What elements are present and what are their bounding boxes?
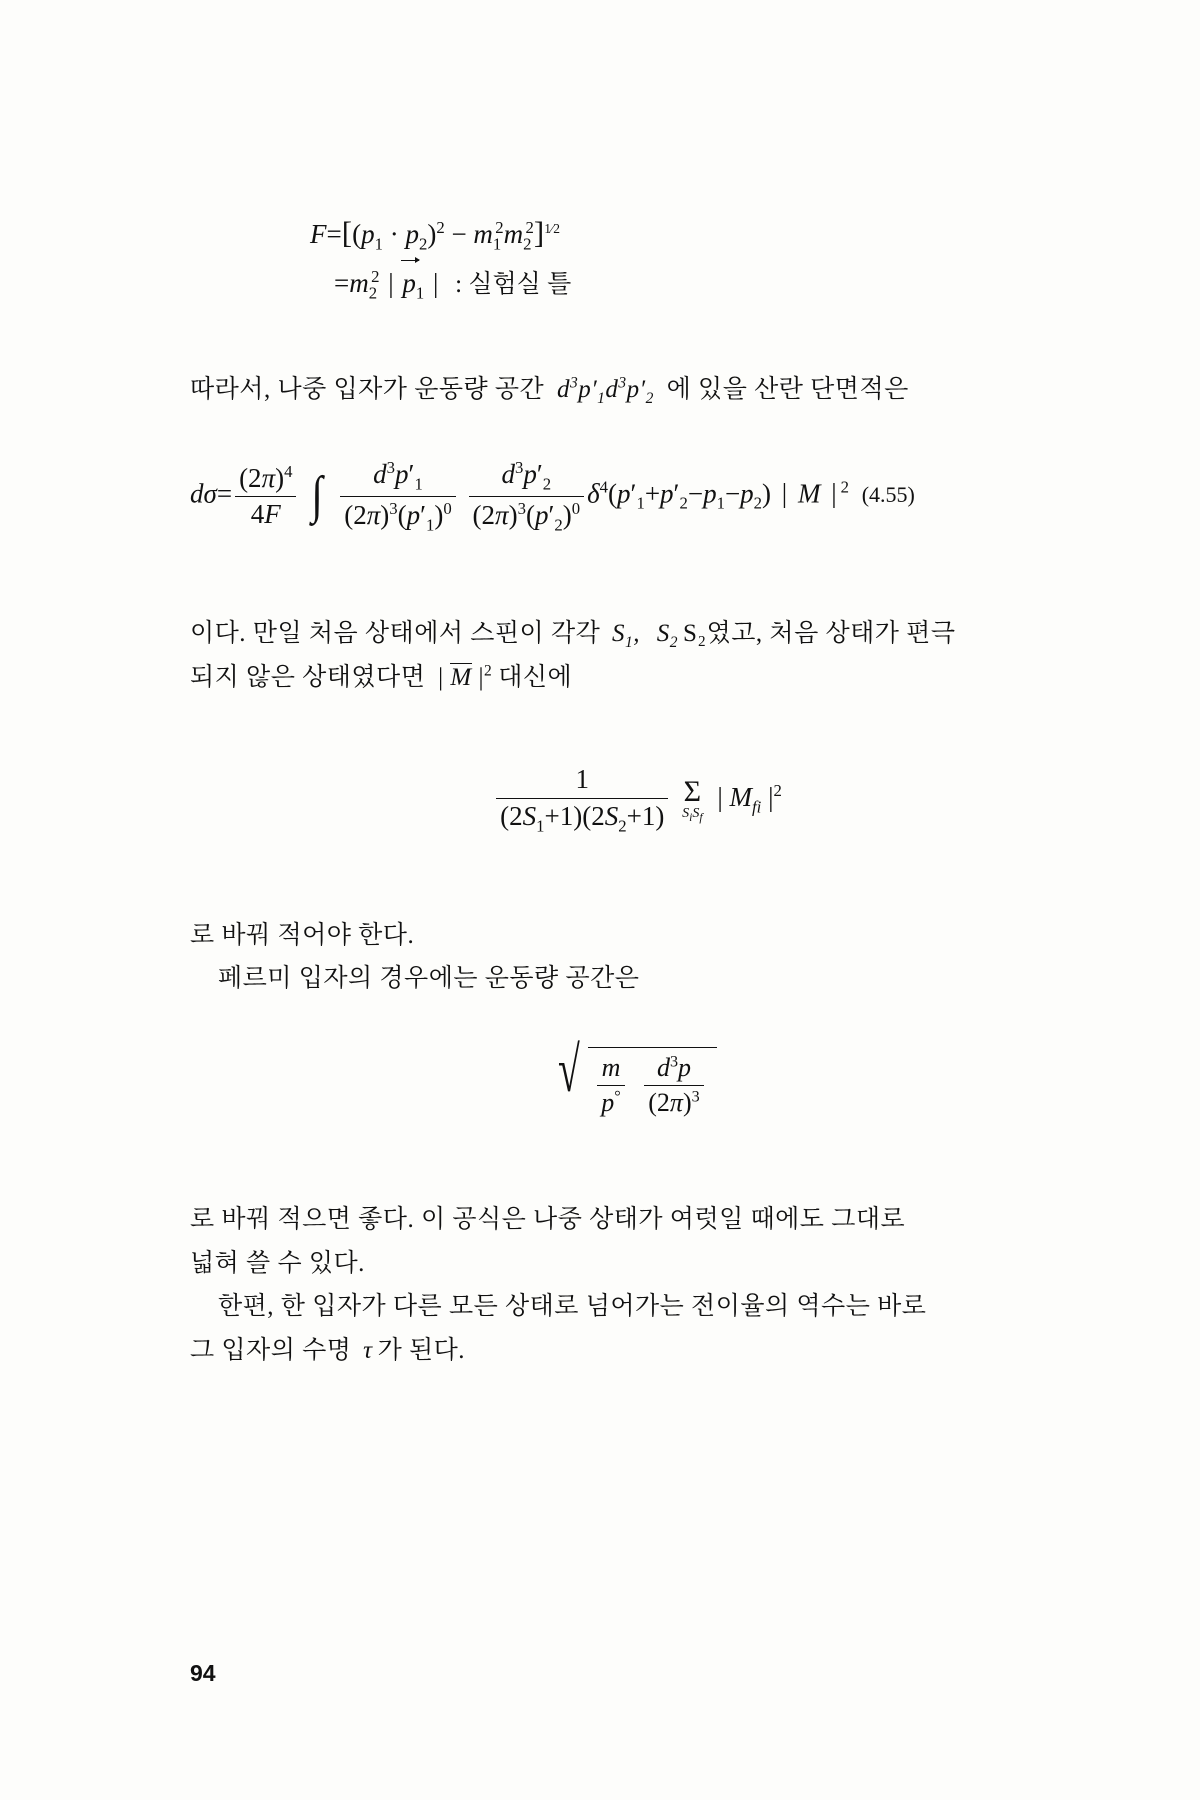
paragraph-fermion-phase-space: 페르미 입자의 경우에는 운동량 공간은 [218,965,640,993]
p5-line1: 로 바꿔 적으면 좋다. 이 공식은 나중 상태가 여럿일 때에도 그대로 [190,1205,906,1233]
paragraph-generalization [190,1198,1085,1286]
equation-fermion-measure [190,1034,1085,1120]
measure-fraction-2: $\frac{d^3p'_2}{(2\pi)^3(p'_2)^0}$ [469,458,585,534]
equation-cross-section: dσ= $\frac{(2\pi)^4}{4F}$ ∫ $\frac{d^3p'_1}{(2\pi)^3(p'_1)^0}$ $\frac{d^3p'_2}{(2\pi)^3(p'_2)^0}$ $\delta^4(p'_1+p'_2-p_1-p_2)$ | M | $^2$ (4.55) [190,457,915,534]
paragraph-lifetime [190,1285,1085,1373]
page-number: 94 [190,1660,216,1686]
p1-post: 에 있을 산란 단면적은 [666,375,909,403]
spin-average-fraction: $\frac{1}{(2S_1+1)(2S_2+1)}$ [496,764,668,836]
fermion-fraction-1: $\frac{m}{p^\circ}$ [597,1053,624,1118]
equation-flux-line-1: $F=[(p_1 \cdot p_2)^2 - m_1^2m_2^2]^{1⁄2}$ [310,215,561,254]
sqrt-icon: √ [558,1034,581,1106]
integral-symbol: ∫ [311,467,324,525]
equation-flux-factor [310,215,1085,304]
equation-flux-line-2: $=m_2^2$ | $p_1$ | : 실험실 틀 [334,267,572,303]
p5-line2: 넓혀 쓸 수 있다. [190,1249,365,1277]
summation-symbol: Σ $S_iS_f$ [682,774,703,824]
p6-line2-a: 그 입자의 수명 [190,1337,352,1365]
p2-line1-c: S₂였고, 처음 상태가 편극 [683,620,956,648]
equation-spin-average: $\frac{1}{(2S_1+1)(2S_2+1)}$ Σ $S_iS_f$ | $M_{fi}$ $|^2$ [190,764,1085,836]
p2-line2-a: 되지 않은 상태였다면 [190,664,426,692]
p2-line1-a: 이다. 만일 처음 상태에서 스핀이 각각 [190,620,601,648]
lab-frame-label: : 실험실 틀 [455,271,572,299]
p6-line1: 한편, 한 입자가 다른 모든 상태로 넘어가는 전이율의 역수는 바로 [218,1293,927,1321]
measure-fraction-1: $\frac{d^3p'_1}{(2\pi)^3(p'_1)^0}$ [340,458,456,534]
lifetime-symbol: τ [363,1337,373,1365]
paragraph-spin-states: 이다. 만일 처음 상태에서 스핀이 각각 $S_1$, $S_2$ S₂였고, 처음 상태가 편극 되지 않은 상태였다면 | M $|^2$ 대신에 [190,620,956,692]
p2-line2-c: 대신에 [498,664,573,692]
p6-line2-c: 가 된다. [377,1337,466,1365]
prefactor-fraction: $\frac{(2\pi)^4}{4F}$ [235,462,296,530]
paragraph-replace-note: 로 바꿔 적어야 한다. [190,921,415,949]
paragraph-cross-section-intro: 따라서, 나중 입자가 운동량 공간 $d^3p'_1d^3p'_2$ 에 있을 산란 단면적은 [190,374,909,407]
equation-tag: (4.55) [861,482,915,508]
p1-pre: 따라서, 나중 입자가 운동량 공간 [190,375,545,403]
fermion-fraction-2: $\frac{d^3p}{(2\pi)^3}$ [644,1053,703,1118]
page-content [190,215,1085,1373]
